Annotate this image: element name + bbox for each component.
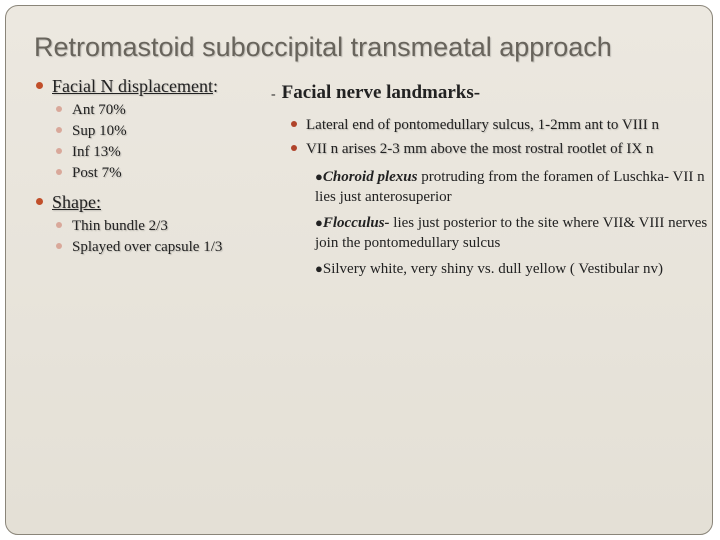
- section-heading-text: Facial N displacement: [52, 76, 213, 96]
- list-item: [36, 142, 276, 163]
- bullet-icon: [291, 121, 297, 127]
- dot-icon: ●: [315, 261, 323, 276]
- section-heading-suffix: :: [212, 76, 218, 96]
- list-item: [36, 100, 276, 121]
- landmark-bullet-text: Lateral end of pontomedullary sulcus, 1-2mm ant to VIII n: [306, 117, 659, 133]
- bullet-icon: [36, 198, 43, 205]
- paragraph-text: Silvery white, very shiny vs. dull yellow ( Vestibular nv): [322, 261, 663, 277]
- list-item: [36, 121, 276, 142]
- list-item-text: Inf 13%: [72, 144, 121, 160]
- paragraph-text: protruding from the foramen of Luschka- VII n lies just anterosuperior: [315, 169, 705, 205]
- right-column: [271, 79, 711, 279]
- list-item-text: Ant 70%: [72, 102, 126, 118]
- landmark-bullet-text: VII n arises 2-3 mm above the most rostral rootlet of IX n: [306, 141, 654, 157]
- bullet-icon: [56, 222, 62, 228]
- heading-dash: -: [271, 87, 276, 102]
- bullet-icon: [56, 169, 62, 175]
- list-item-text: Sup 10%: [72, 123, 127, 139]
- slide-title: Retromastoid suboccipital transmeatal approach: [34, 32, 612, 62]
- list-item-text: Post 7%: [72, 165, 122, 181]
- landmark-paragraph: [271, 167, 711, 207]
- landmark-bullet: [271, 137, 711, 161]
- list-item: [36, 163, 276, 184]
- list-item: [36, 237, 276, 258]
- dot-icon: ●: [315, 215, 323, 230]
- list-item-text: Splayed over capsule 1/3: [72, 239, 223, 255]
- landmark-bullet: [271, 113, 711, 137]
- section-heading-shape: [36, 188, 276, 216]
- bullet-icon: [56, 127, 62, 133]
- paragraph-lead: Flocculus-: [322, 215, 390, 231]
- landmark-paragraph: [271, 259, 711, 279]
- bullet-icon: [36, 82, 43, 89]
- landmarks-heading: [271, 79, 711, 109]
- slide: [5, 5, 713, 535]
- section-heading-text: Shape:: [52, 192, 101, 212]
- bullet-icon: [56, 148, 62, 154]
- bullet-icon: [291, 145, 297, 151]
- landmarks-heading-text: Facial nerve landmarks-: [281, 82, 481, 103]
- left-column: [36, 72, 276, 258]
- section-heading-displacement: [36, 72, 276, 100]
- landmark-paragraph: [271, 213, 711, 253]
- paragraph-lead: Choroid plexus: [322, 169, 418, 185]
- list-item: [36, 216, 276, 237]
- list-item-text: Thin bundle 2/3: [72, 218, 168, 234]
- bullet-icon: [56, 243, 62, 249]
- paragraph-text: lies just posterior to the site where VII& VIII nerves join the pontomedullary sulcus: [315, 215, 708, 251]
- dot-icon: ●: [315, 169, 323, 184]
- bullet-icon: [56, 106, 62, 112]
